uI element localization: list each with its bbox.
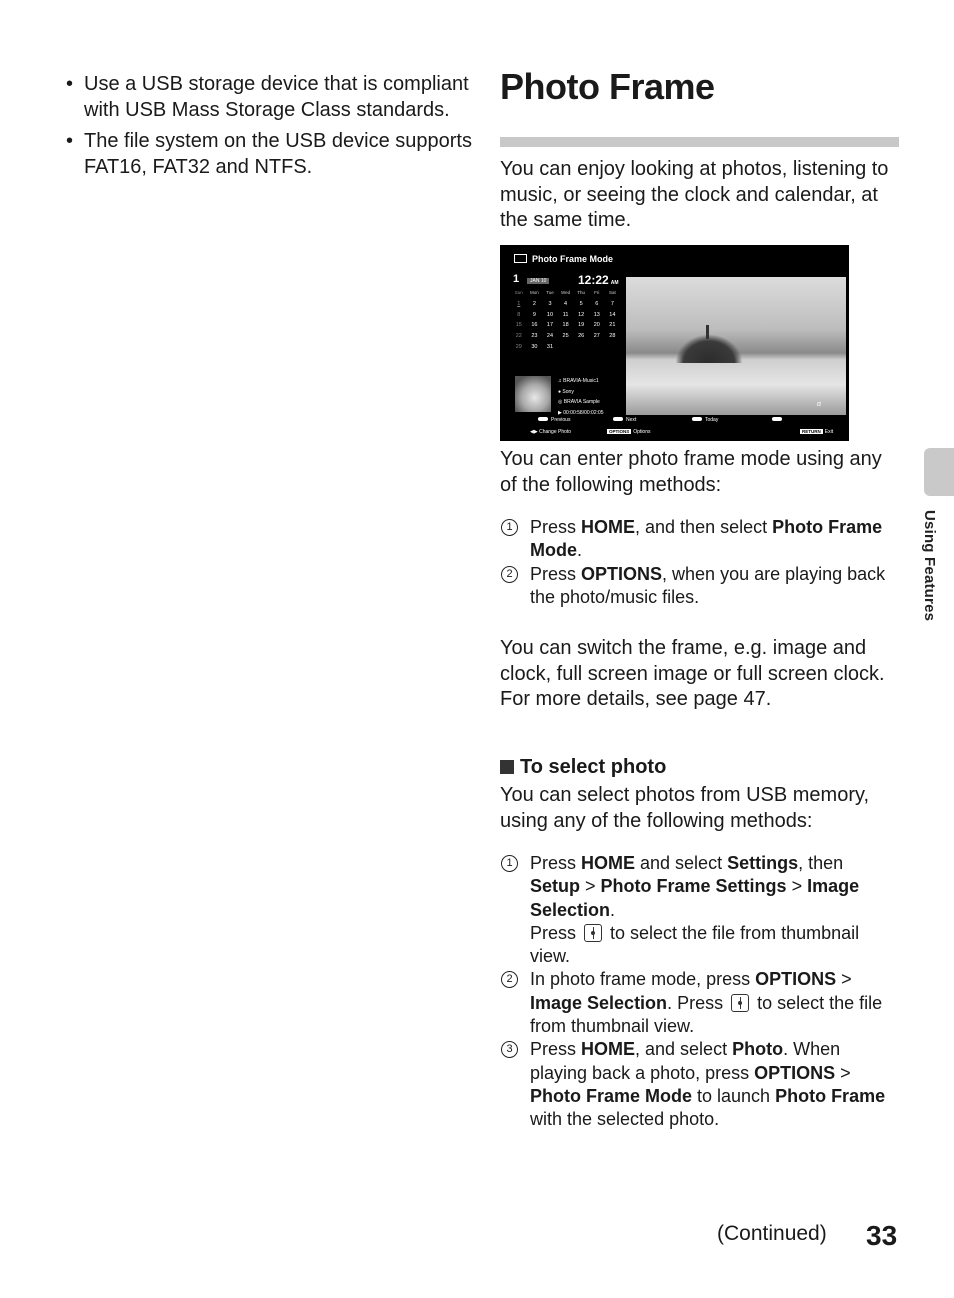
calendar-week: 22 23 24 25 26 27 28 (515, 333, 616, 340)
previous-hint: Previous (538, 417, 570, 423)
list-item: 3 Press HOME, and select Photo. When playing back a photo, press OPTIONS > Photo Frame Mode to launch Photo Frame with the selected photo. (500, 1038, 890, 1131)
select-methods-list (500, 852, 890, 1132)
calendar-week: 15 16 17 18 19 20 21 (515, 322, 616, 329)
title-rule (500, 137, 899, 147)
play-icon: ▶ (558, 409, 564, 416)
calendar-week: 8 9 10 11 12 13 14 (517, 311, 616, 318)
square-bullet-icon (500, 760, 514, 774)
calendar-week: 1 2 3 4 5 6 7 (517, 300, 614, 307)
exit-hint: RETURN Exit (802, 429, 834, 435)
enter-key-icon (584, 924, 602, 942)
calendar-weekdays: Sun Mon Tue Wed Thu Fri Sat (514, 290, 616, 295)
blue-hint (772, 417, 785, 423)
list-item: 1 Press HOME and select Settings, then Setup > Photo Frame Settings > Image Selection. Press to select the file from thumbnail view. (500, 852, 890, 968)
section-heading: To select photo (500, 756, 666, 779)
bullet-dot: • (66, 73, 74, 95)
calendar-grid (511, 290, 620, 355)
today-hint: Today (692, 417, 718, 423)
photo-frame-icon (514, 254, 527, 263)
calendar-month: JAN 10 (527, 278, 549, 284)
artist-icon: ● (558, 388, 563, 395)
island-silhouette (676, 335, 742, 363)
page-reference: For more details, see page 47. (500, 688, 772, 710)
enter-methods-list (500, 516, 890, 609)
spire-silhouette (706, 325, 709, 339)
select-photo-paragraph: You can select photos from USB memory, using any of the following methods: (500, 784, 870, 832)
calendar-week: 29 30 31 (515, 343, 554, 350)
switch-frame-paragraph: You can switch the frame, e.g. image and clock, full screen image or full screen clock. For more details, see page 47. (500, 636, 900, 713)
usb-requirements-list (64, 72, 474, 186)
step-number: 1 (501, 519, 518, 536)
step-number: 3 (501, 1041, 518, 1058)
enter-key-icon (731, 994, 749, 1012)
list-item: 2 Press OPTIONS, when you are playing back the photo/music files. (500, 563, 890, 610)
music-info: ♫ BRAVIA-Music1 ● Sony ◎ BRAVIA Sample ▶ 00:00:58/00:02:05 (558, 378, 604, 416)
step-number: 2 (501, 971, 518, 988)
page-number: 33 (866, 1220, 898, 1251)
options-hint: OPTIONS Options (609, 429, 651, 435)
brand-logo: α (817, 401, 821, 408)
continued-label: (Continued) (717, 1222, 827, 1245)
photo-frame-screenshot (500, 245, 849, 441)
music-note-icon: ♫ (558, 378, 564, 384)
list-item: • Use a USB storage device that is compliant with USB Mass Storage Class standards. (66, 73, 469, 121)
next-hint: Next (613, 417, 636, 423)
clock-time: 12:22 AM (578, 273, 619, 287)
yellow-button-icon (692, 417, 702, 421)
intro-paragraph: You can enjoy looking at photos, listening to music, or seeing the clock and calendar, at the same time. (500, 158, 889, 231)
section-tab (924, 448, 954, 496)
left-right-arrows-icon: ◀▶ (530, 429, 540, 435)
list-item: 2 In photo frame mode, press OPTIONS > Image Selection. Press to select the file from thumbnail view. (500, 968, 890, 1038)
landscape-photo (626, 277, 846, 415)
blue-button-icon (772, 417, 782, 421)
calendar-day: 1 (513, 273, 520, 285)
album-icon: ◎ (558, 399, 564, 405)
list-item: • The file system on the USB device supports FAT16, FAT32 and NTFS. (66, 130, 472, 178)
step-number: 1 (501, 855, 518, 872)
bullet-dot: • (66, 130, 74, 152)
album-art-thumbnail (515, 376, 551, 412)
list-item: 1 Press HOME, and then select Photo Frame Mode. (500, 516, 890, 563)
step-number: 2 (501, 566, 518, 583)
section-tab-label: Using Features (921, 510, 938, 622)
screenshot-header: Photo Frame Mode (514, 254, 613, 264)
enter-mode-paragraph: You can enter photo frame mode using any of the following methods: (500, 448, 882, 496)
change-photo-hint: ◀▶ Change Photo (530, 429, 572, 435)
green-button-icon (613, 417, 623, 421)
page-title: Photo Frame (500, 66, 715, 107)
red-button-icon (538, 417, 548, 421)
